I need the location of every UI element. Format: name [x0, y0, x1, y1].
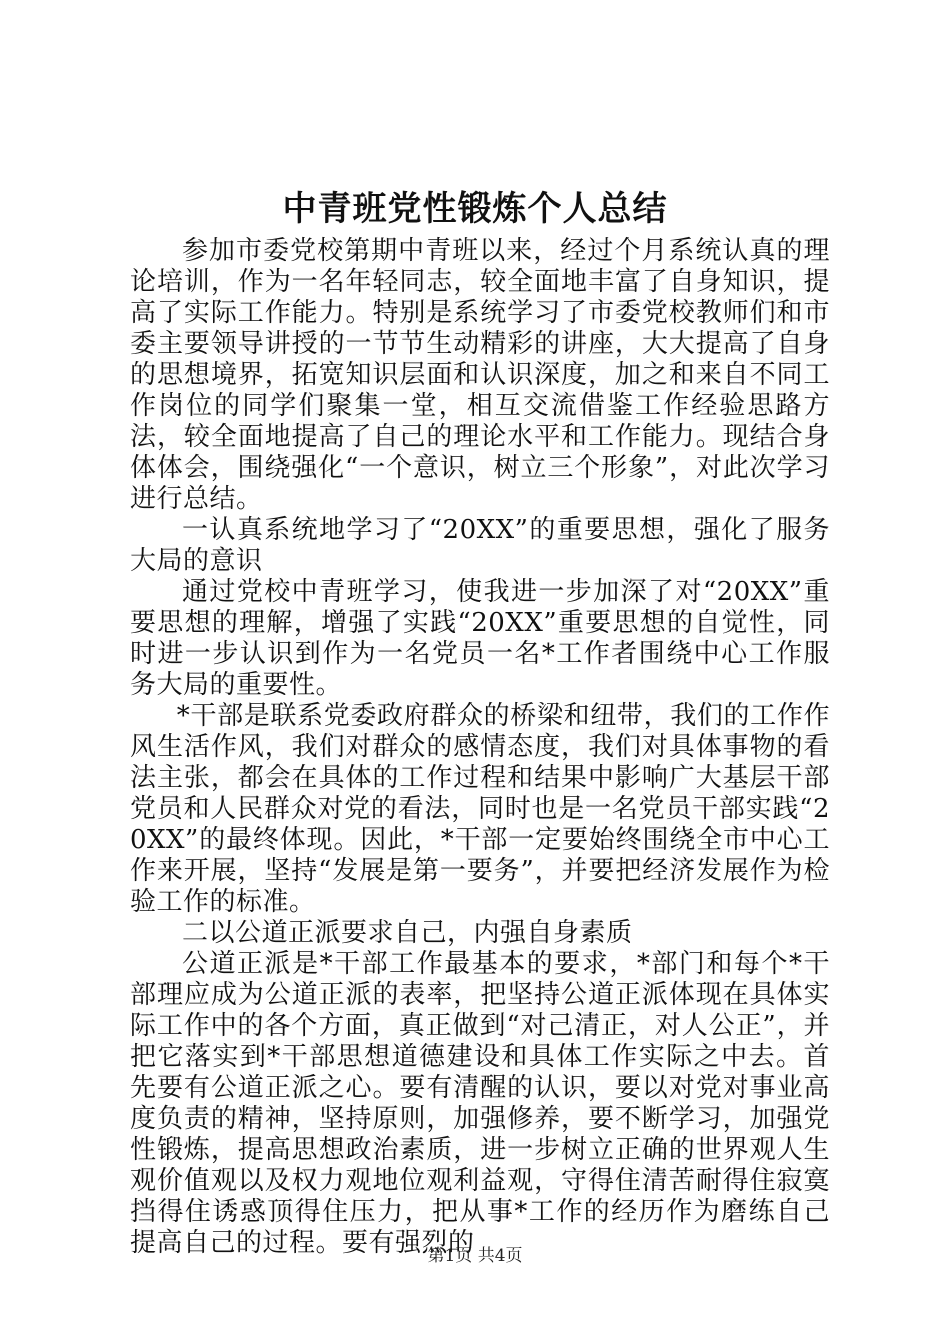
- paragraph-section-2-a: 公道正派是*干部工作最基本的要求，*部门和每个*干部理应成为公道正派的表率，把坚持公道正派体现在具体实际工作中的各个方面，真正做到“对己清正，对人公正”，并把它落实到*干部思想道德建设和具体工作实际之中去。首先要有公道正派之心。要有清醒的认识，要以对党对事业高度负责的精神，坚持原则，加强修养，要不断学习，加强党性锻炼，提高思想政治素质，进一步树立正确的世界观人生观价值观以及权力观地位观利益观，守得住清苦耐得住寂寞挡得住诱惑顶得住压力，把从事*工作的经历作为磨练自己提高自己的过程。要有强烈的: [130, 949, 830, 1258]
- paragraph-intro: 参加市委党校第期中青班以来，经过个月系统认真的理论培训，作为一名年轻同志，较全面地丰富了自身知识，提高了实际工作能力。特别是系统学习了市委党校教师们和市委主要领导讲授的一节节生动精彩的讲座，大大提高了自身的思想境界，拓宽知识层面和认识深度，加之和来自不同工作岗位的同学们聚集一堂，相互交流借鉴工作经验思路方法，较全面地提高了自己的理论水平和工作能力。现结合身体体会，围绕强化“一个意识，树立三个形象”，对此次学习进行总结。: [130, 236, 830, 514]
- document-body: [130, 236, 830, 1259]
- paragraph-section-1-a: 通过党校中青班学习，使我进一步加深了对“20XX”重要思想的理解，增强了实践“20XX”重要思想的自觉性，同时进一步认识到作为一名党员一名*工作者围绕中心工作服务大局的重要性。: [130, 577, 830, 700]
- document-title: 中青班党性锻炼个人总结: [282, 189, 668, 229]
- page-number-footer: 第1页 共4页: [427, 1246, 523, 1266]
- section-heading-2: 二以公道正派要求自己，内强自身素质: [182, 918, 633, 948]
- paragraph-section-1-b: *干部是联系党委政府群众的桥梁和纽带，我们的工作作风生活作风，我们对群众的感情态度，我们对具体事物的看法主张，都会在具体的工作过程和结果中影响广大基层干部党员和人民群众对党的看法，同时也是一名党员干部实践“20XX”的最终体现。因此，*干部一定要始终围绕全市中心工作来开展，坚持“发展是第一要务”，并要把经济发展作为检验工作的标准。: [130, 701, 830, 917]
- section-heading-1: 一认真系统地学习了“20XX”的重要思想，强化了服务大局的意识: [130, 515, 830, 576]
